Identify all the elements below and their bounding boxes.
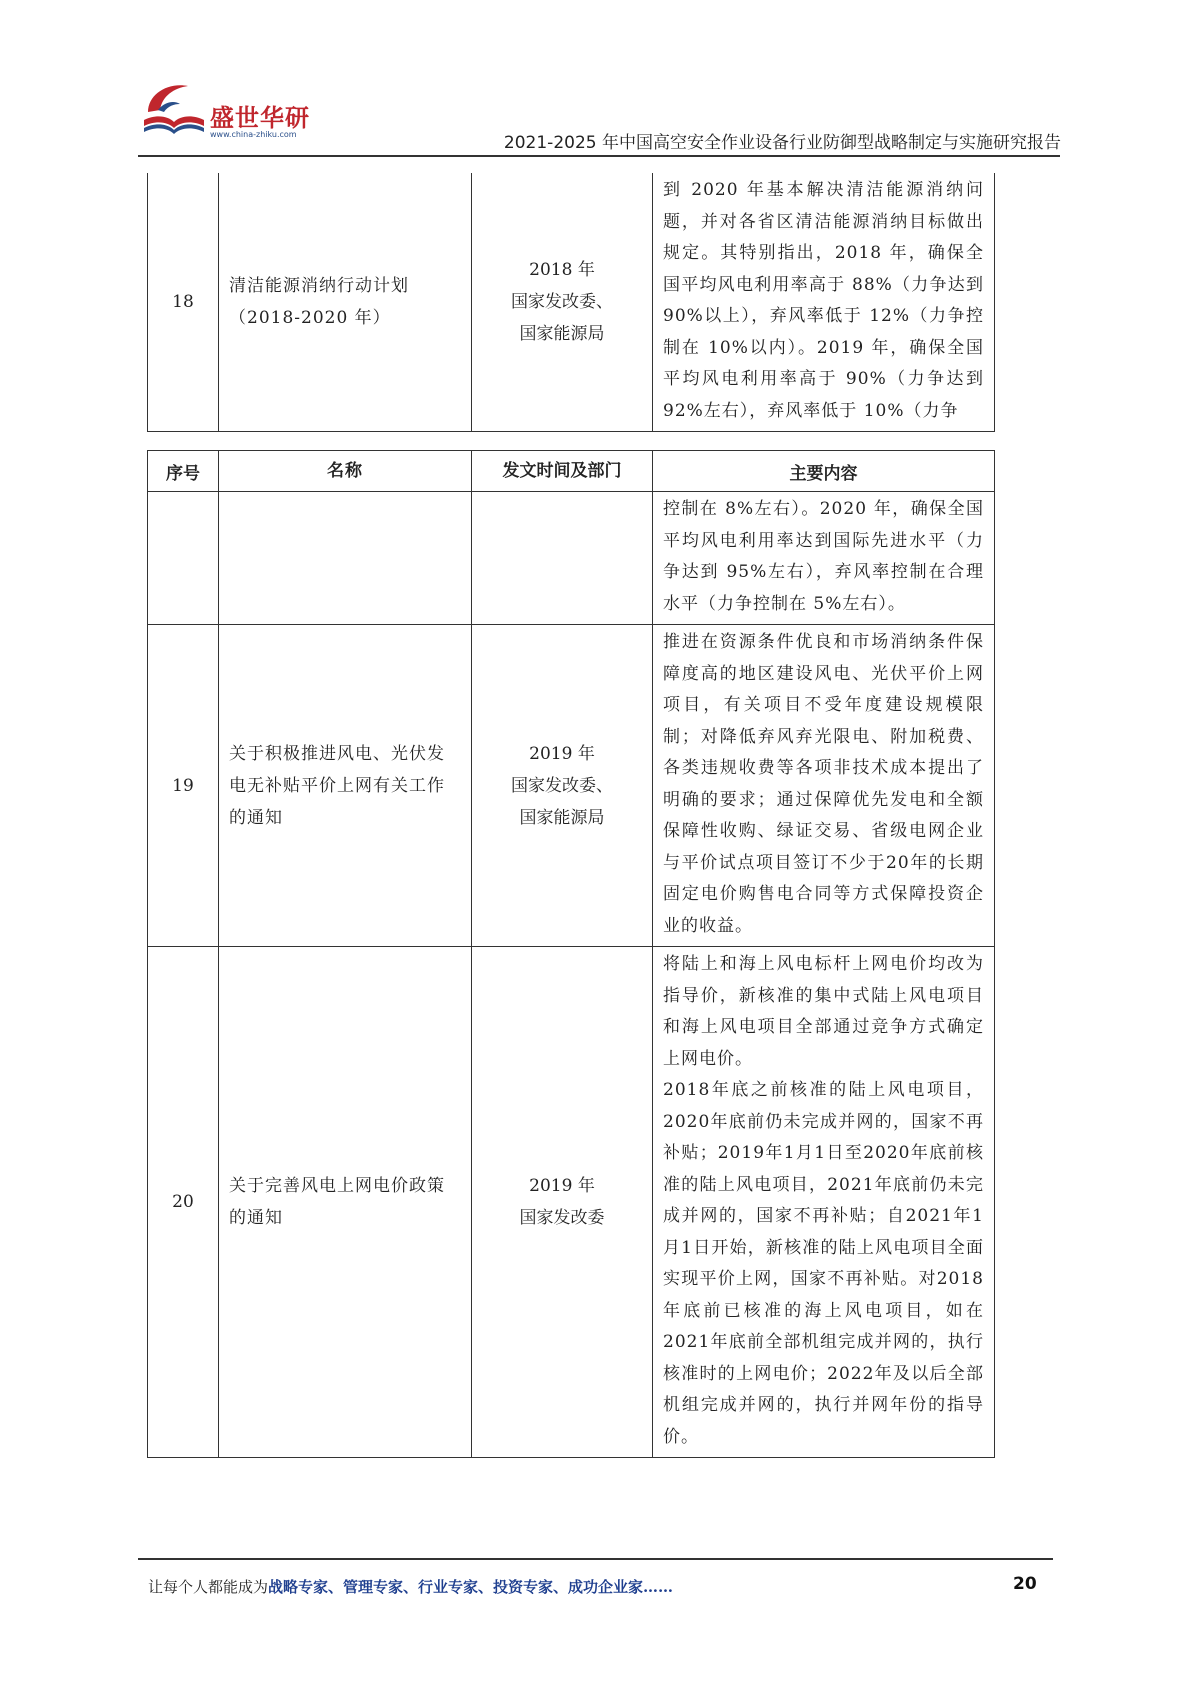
header-content: 主要内容 (653, 451, 995, 492)
header-name: 名称 (219, 451, 472, 492)
row-index: 18 (148, 173, 219, 432)
issuing-dept: 国家发改委、国家能源局 (511, 292, 613, 344)
issue-year: 2019 年 (529, 1176, 595, 1196)
row-index (148, 492, 219, 625)
footer-divider (138, 1558, 1053, 1560)
table-row (148, 492, 995, 625)
issue-year: 2018 年 (529, 260, 595, 280)
policy-name: 清洁能源消纳行动计划（2018-2020 年） (219, 173, 472, 432)
footer-slogan-highlight: 战略专家、管理专家、行业专家、投资专家、成功企业家…… (268, 1578, 674, 1596)
content-paragraph: 2018年底之前核准的陆上风电项目，2020年底前仍未完成并网的，国家不再补贴；2019年1月1日至2020年底前核准的陆上风电项目，2021年底前仍未完成并网的，国家不再补贴；自2021年1月1日开始，新核准的陆上风电项目全面实现平价上网，国家不再补贴。对2018年底前已核准的海上风电项目，如在2021年底前全部机组完成并网的，执行核准时的上网电价；2022年及以后全部机组完成并网的，执行并网年份的指导价。 (663, 1080, 984, 1447)
footer-slogan-prefix: 让每个人都能成为 (148, 1578, 269, 1596)
content-paragraph: 将陆上和海上风电标杆上网电价均改为指导价，新核准的集中式陆上风电项目和海上风电项目全部通过竞争方式确定上网电价。 (663, 954, 984, 1069)
table-header-row (148, 451, 995, 492)
policy-content (653, 947, 995, 1458)
company-logo (138, 80, 318, 150)
page-number: 20 (1013, 1574, 1037, 1594)
issue-date-dept (472, 173, 653, 432)
issue-date-dept (472, 492, 653, 625)
footer-slogan (148, 1576, 673, 1597)
policy-name: 关于积极推进风电、光伏发电无补贴平价上网有关工作的通知 (219, 625, 472, 947)
table-row (148, 625, 995, 947)
header-idx: 序号 (148, 451, 219, 492)
table-row (148, 947, 995, 1458)
row-index: 19 (148, 625, 219, 947)
header-divider (138, 155, 1060, 157)
policy-name (219, 492, 472, 625)
policy-content: 到 2020 年基本解决清洁能源消纳问题，并对各省区清洁能源消纳目标做出规定。其特别指出，2018 年，确保全国平均风电利用率高于 88%（力争达到 90%以上），弃风率低于 12%（力争控制在 10%以内）。2019 年，确保全国平均风电利用率高于 90%（力争达到 92%左右），弃风率低于 10%（力争 (653, 173, 995, 432)
report-title: 2021-2025 年中国高空安全作业设备行业防御型战略制定与实施研究报告 (503, 133, 1061, 153)
policy-content: 推进在资源条件优良和市场消纳条件保障度高的地区建设风电、光伏平价上网项目，有关项目不受年度建设规模限制；对降低弃风弃光限电、附加税费、各类违规收费等各项非技术成本提出了明确的要求；通过保障优先发电和全额保障性收购、绿证交易、省级电网企业与平价试点项目签订不少于20年的长期固定电价购售电合同等方式保障投资企业的收益。 (653, 625, 995, 947)
logo-url: www.china-zhiku.com (210, 130, 297, 139)
issue-year: 2019 年 (529, 743, 595, 764)
issue-date-dept (472, 947, 653, 1458)
issuing-dept: 国家发改委、国家能源局 (511, 775, 613, 828)
policy-table (147, 450, 995, 1458)
row-index: 20 (148, 947, 219, 1458)
header-date-dept: 发文时间及部门 (472, 451, 653, 492)
issuing-dept: 国家发改委 (519, 1208, 605, 1228)
table-row (148, 173, 995, 432)
policy-name: 关于完善风电上网电价政策的通知 (219, 947, 472, 1458)
issue-date-dept (472, 625, 653, 947)
policy-table-continued (147, 173, 995, 432)
book-logo-icon (138, 80, 208, 142)
logo-text: 盛世华研 (210, 104, 310, 132)
policy-content: 控制在 8%左右）。2020 年，确保全国平均风电利用率达到国际先进水平（力争达到 95%左右），弃风率控制在合理水平（力争控制在 5%左右）。 (653, 492, 995, 625)
